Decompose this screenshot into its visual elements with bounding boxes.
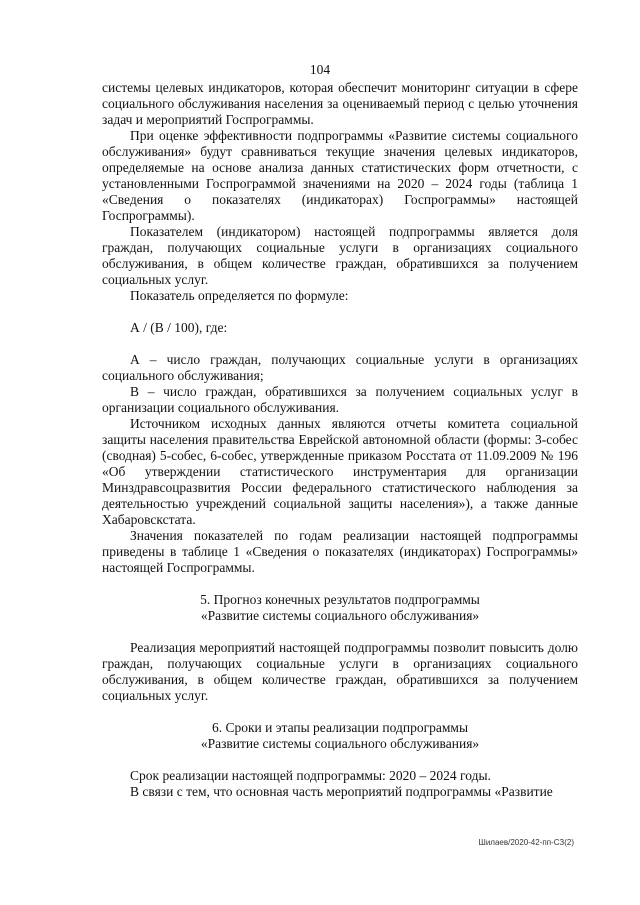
formula: А / (В / 100), где: xyxy=(130,320,228,335)
section-heading-5 xyxy=(102,592,578,624)
paragraph: В связи с тем, что основная часть мероприятий подпрограммы «Развитие xyxy=(130,784,553,799)
paragraph: Значения показателей по годам реализации настоящей подпрограммы приведены в таблице 1 «Сведения о показателях (индикаторах) Госпрограммы» настоящей Госпрограммы. xyxy=(102,528,578,575)
heading-line: «Развитие системы социального обслуживания» xyxy=(200,608,480,623)
paragraph: системы целевых индикаторов, которая обеспечит мониторинг ситуации в сфере социального обслуживания населения за оцениваемый период с целью уточнения задач и мероприятий Госпрограммы. xyxy=(102,80,578,127)
paragraph: Реализация мероприятий настоящей подпрограммы позволит повысить долю граждан, получающих социальные услуги в организациях социального обслуживания, в общем количестве граждан, обратившихся за получением социальных услуг. xyxy=(102,640,578,703)
paragraph: А – число граждан, получающих социальные услуги в организациях социального обслуживания; xyxy=(102,352,578,383)
footer-document-code: Шилаев/2020-42-пп-СЗ(2) xyxy=(478,838,574,847)
paragraph: Срок реализации настоящей подпрограммы: 2020 – 2024 годы. xyxy=(130,768,491,783)
section-heading-6 xyxy=(102,720,578,752)
heading-line: 5. Прогноз конечных результатов подпрограммы xyxy=(200,592,480,607)
paragraph: Показателем (индикатором) настоящей подпрограммы является доля граждан, получающих социальные услуги в организациях социального обслуживания, в общем количестве граждан, обратившихся за получением социальных услуг. xyxy=(102,224,578,287)
heading-line: 6. Сроки и этапы реализации подпрограммы xyxy=(211,720,469,735)
page-number: 104 xyxy=(309,62,331,77)
heading-line: «Развитие системы социального обслуживания» xyxy=(200,736,480,751)
paragraph: Источником исходных данных являются отчеты комитета социальной защиты населения правительства Еврейской автономной области (формы: 3-собес (сводная) 5-собес, 6-собес, утвержденные приказом Росстата от 11.09.2009 № 196 «Об утверждении статистического инструментария для организации Минздравсоцразвития России федерального статистического наблюдения за деятельностью учреждений социальной защиты населения»), а также данные Хабаровскстата. xyxy=(102,416,578,527)
paragraph: В – число граждан, обратившихся за получением социальных услуг в организации социального обслуживания. xyxy=(102,384,578,415)
paragraph: При оценке эффективности подпрограммы «Развитие системы социального обслуживания» будут сравниваться текущие значения целевых индикаторов, определяемые на основе анализа данных статистических форм отчетности, с установленными Госпрограммой значениями на 2020 – 2024 годы (таблица 1 «Сведения о показателях (индикаторах) Госпрограммы» настоящей Госпрограммы). xyxy=(102,128,578,223)
document-body xyxy=(102,80,578,800)
paragraph: Показатель определяется по формуле: xyxy=(130,288,349,303)
